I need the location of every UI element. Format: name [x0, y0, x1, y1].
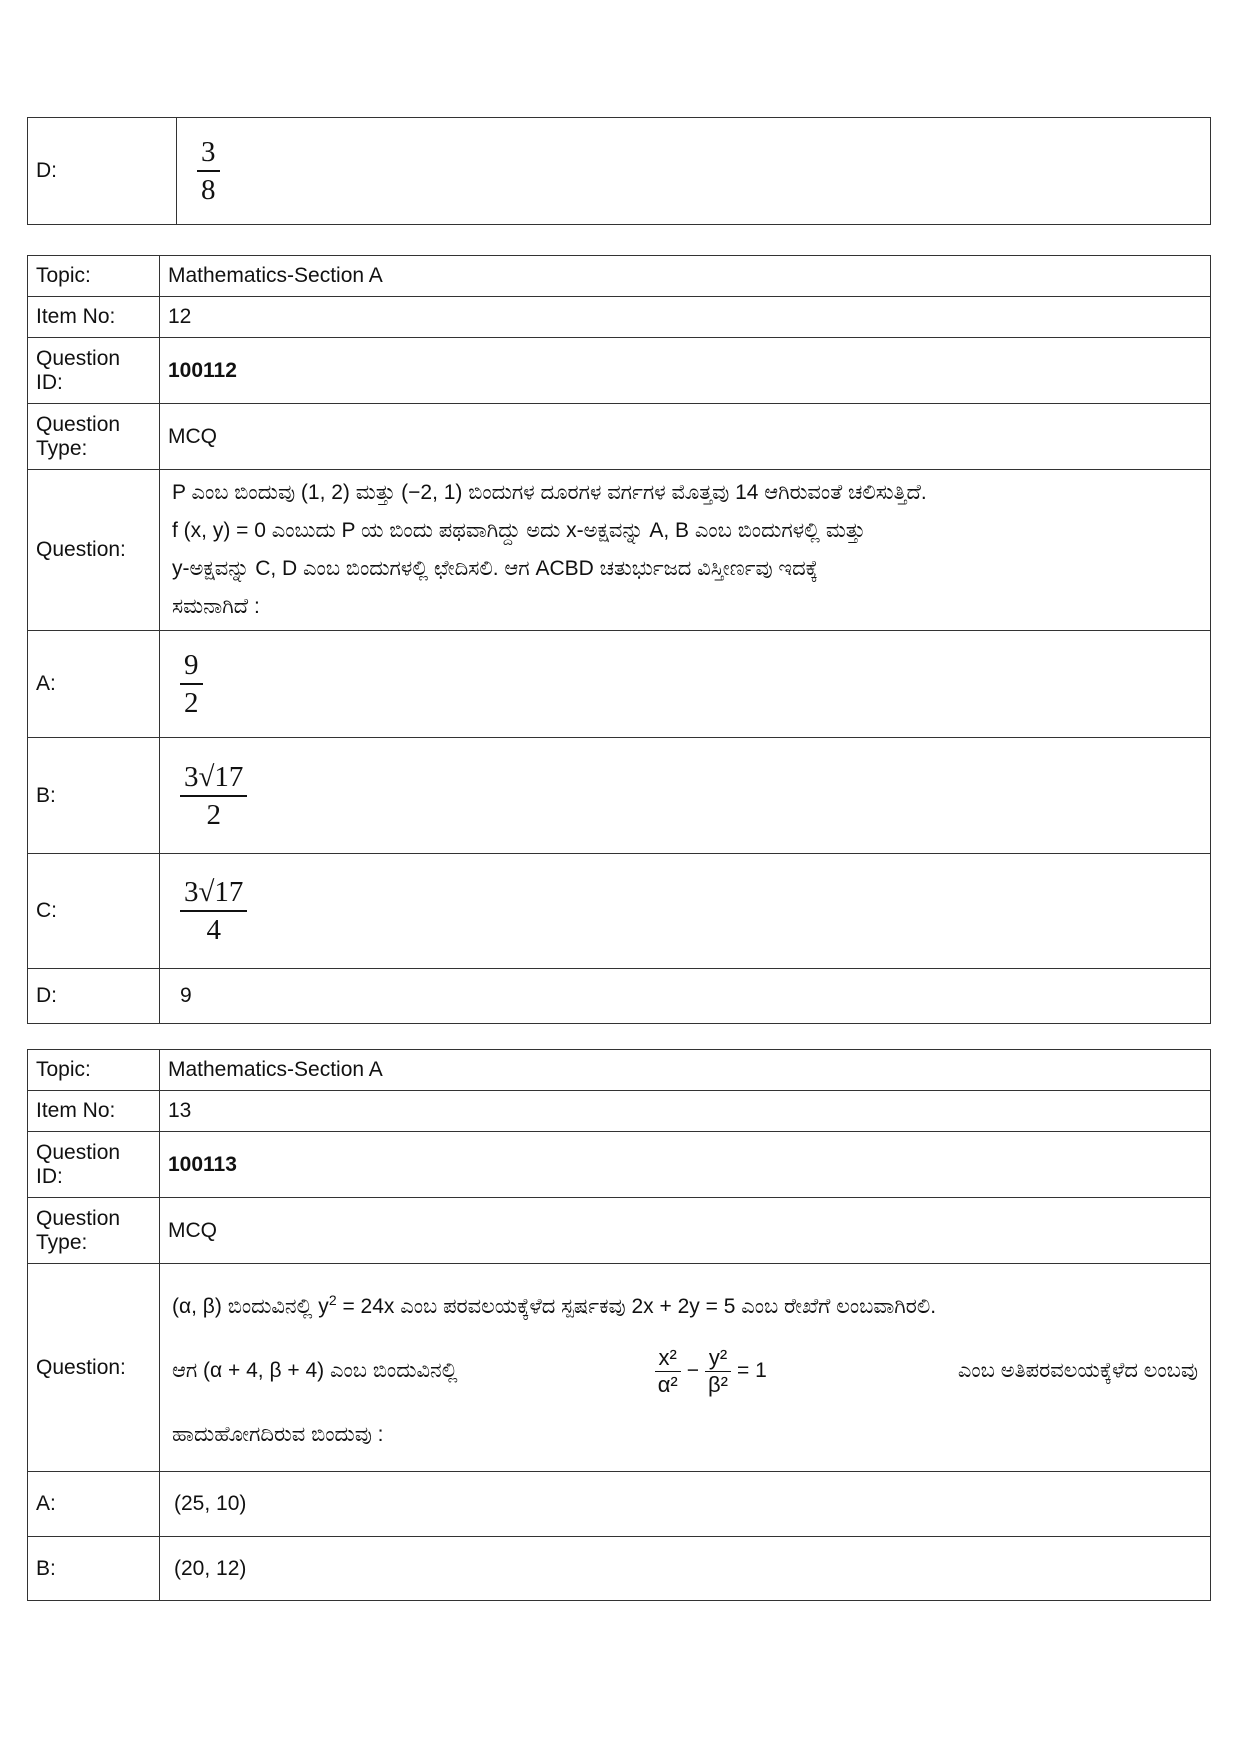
question-type-value: MCQ	[160, 404, 1211, 470]
question-line: P ಎಂಬ ಬಿಂದುವು (1, 2) ಮತ್ತು (−2, 1) ಬಿಂದುಗಳ ದೂರಗಳ ವರ್ಗಗಳ ಮೊತ್ತವು 14 ಆಗಿರುವಂತೆ ಚಲಿಸುತ್ತಿದೆ.	[172, 481, 927, 504]
item-no-label: Item No:	[28, 297, 160, 338]
question-type-label: Question Type:	[28, 404, 160, 470]
option-b-value	[160, 738, 1211, 854]
option-d-value: 9	[160, 969, 1211, 1024]
option-d-label: D:	[28, 118, 177, 225]
option-a-value: (25, 10)	[160, 1472, 1211, 1537]
item-no-value: 12	[160, 297, 1211, 338]
question-line: ಆಗ (α + 4, β + 4) ಎಂಬ ಬಿಂದುವಿನಲ್ಲಿ $\frac{\text{x²}}{\text{α²}}$ − $\frac{\text{y²}}{\text{β²}}$ = 1 ಎಂಬ ಅತಿಪರವಲಯಕ್ಕೆಳೆದ ಲಂಬವು	[172, 1339, 1198, 1403]
question-line: ಸಮನಾಗಿದೆ :	[172, 595, 260, 618]
question-13-table	[27, 1049, 1211, 1601]
topic-label: Topic:	[28, 1050, 160, 1091]
option-c-label: C:	[28, 854, 160, 969]
item-no-label: Item No:	[28, 1091, 160, 1132]
question-text	[160, 470, 1211, 631]
option-b-value: (20, 12)	[160, 1537, 1211, 1601]
option-d-label: D:	[28, 969, 160, 1024]
topic-value: Mathematics-Section A	[160, 256, 1211, 297]
question-label: Question:	[28, 470, 160, 631]
option-c-value	[160, 854, 1211, 969]
prev-option-d-table	[27, 117, 1211, 225]
question-text	[160, 1264, 1211, 1472]
question-id-label: Question ID:	[28, 338, 160, 404]
fraction: $\frac{3}{8}$	[197, 136, 220, 206]
option-a-value	[160, 631, 1211, 738]
option-d-value	[177, 118, 1211, 225]
fraction: $\frac{3√17}{2}$	[180, 761, 247, 831]
question-id-value: 100113	[160, 1132, 1211, 1198]
question-id-value: 100112	[160, 338, 1211, 404]
option-b-label: B:	[28, 1537, 160, 1601]
topic-label: Topic:	[28, 256, 160, 297]
hyperbola-equation: $\frac{\text{x²}}{\text{α²}}$ − $\frac{\text{y²}}{\text{β²}}$ = 1	[649, 1339, 767, 1403]
question-line: (α, β) ಬಿಂದುವಿನಲ್ಲಿ $y^2 = 24x$ ಎಂಬ ಪರವಲಯಕ್ಕೆಳೆದ ಸ್ಪರ್ಷಕವು 2x + 2y = 5 ಎಂಬ ರೇಖೆಗೆ ಲಂಬವಾಗಿರಲಿ.	[172, 1292, 937, 1318]
item-no-value: 13	[160, 1091, 1211, 1132]
question-type-label: Question Type:	[28, 1198, 160, 1264]
option-a-label: A:	[28, 1472, 160, 1537]
fraction: $\frac{3√17}{4}$	[180, 876, 247, 946]
fraction: $\frac{9}{2}$	[180, 649, 203, 719]
question-line: y-ಅಕ್ಷವನ್ನು C, D ಎಂಬ ಬಿಂದುಗಳಲ್ಲಿ ಛೇದಿಸಲಿ. ಆಗ ACBD ಚತುರ್ಭುಜದ ವಿಸ್ತೀರ್ಣವು ಇದಕ್ಕೆ	[172, 557, 818, 580]
topic-value: Mathematics-Section A	[160, 1050, 1211, 1091]
question-type-value: MCQ	[160, 1198, 1211, 1264]
option-b-label: B:	[28, 738, 160, 854]
question-line: f (x, y) = 0 ಎಂಬುದು P ಯ ಬಿಂದು ಪಥವಾಗಿದ್ದು ಅದು x-ಅಕ್ಷವನ್ನು A, B ಎಂಬ ಬಿಂದುಗಳಲ್ಲಿ ಮತ್ತು	[172, 519, 866, 542]
question-12-table	[27, 255, 1211, 1024]
option-a-label: A:	[28, 631, 160, 738]
question-id-label: Question ID:	[28, 1132, 160, 1198]
question-label: Question:	[28, 1264, 160, 1472]
question-line: ಹಾದುಹೋಗದಿರುವ ಬಿಂದುವು :	[172, 1423, 384, 1446]
